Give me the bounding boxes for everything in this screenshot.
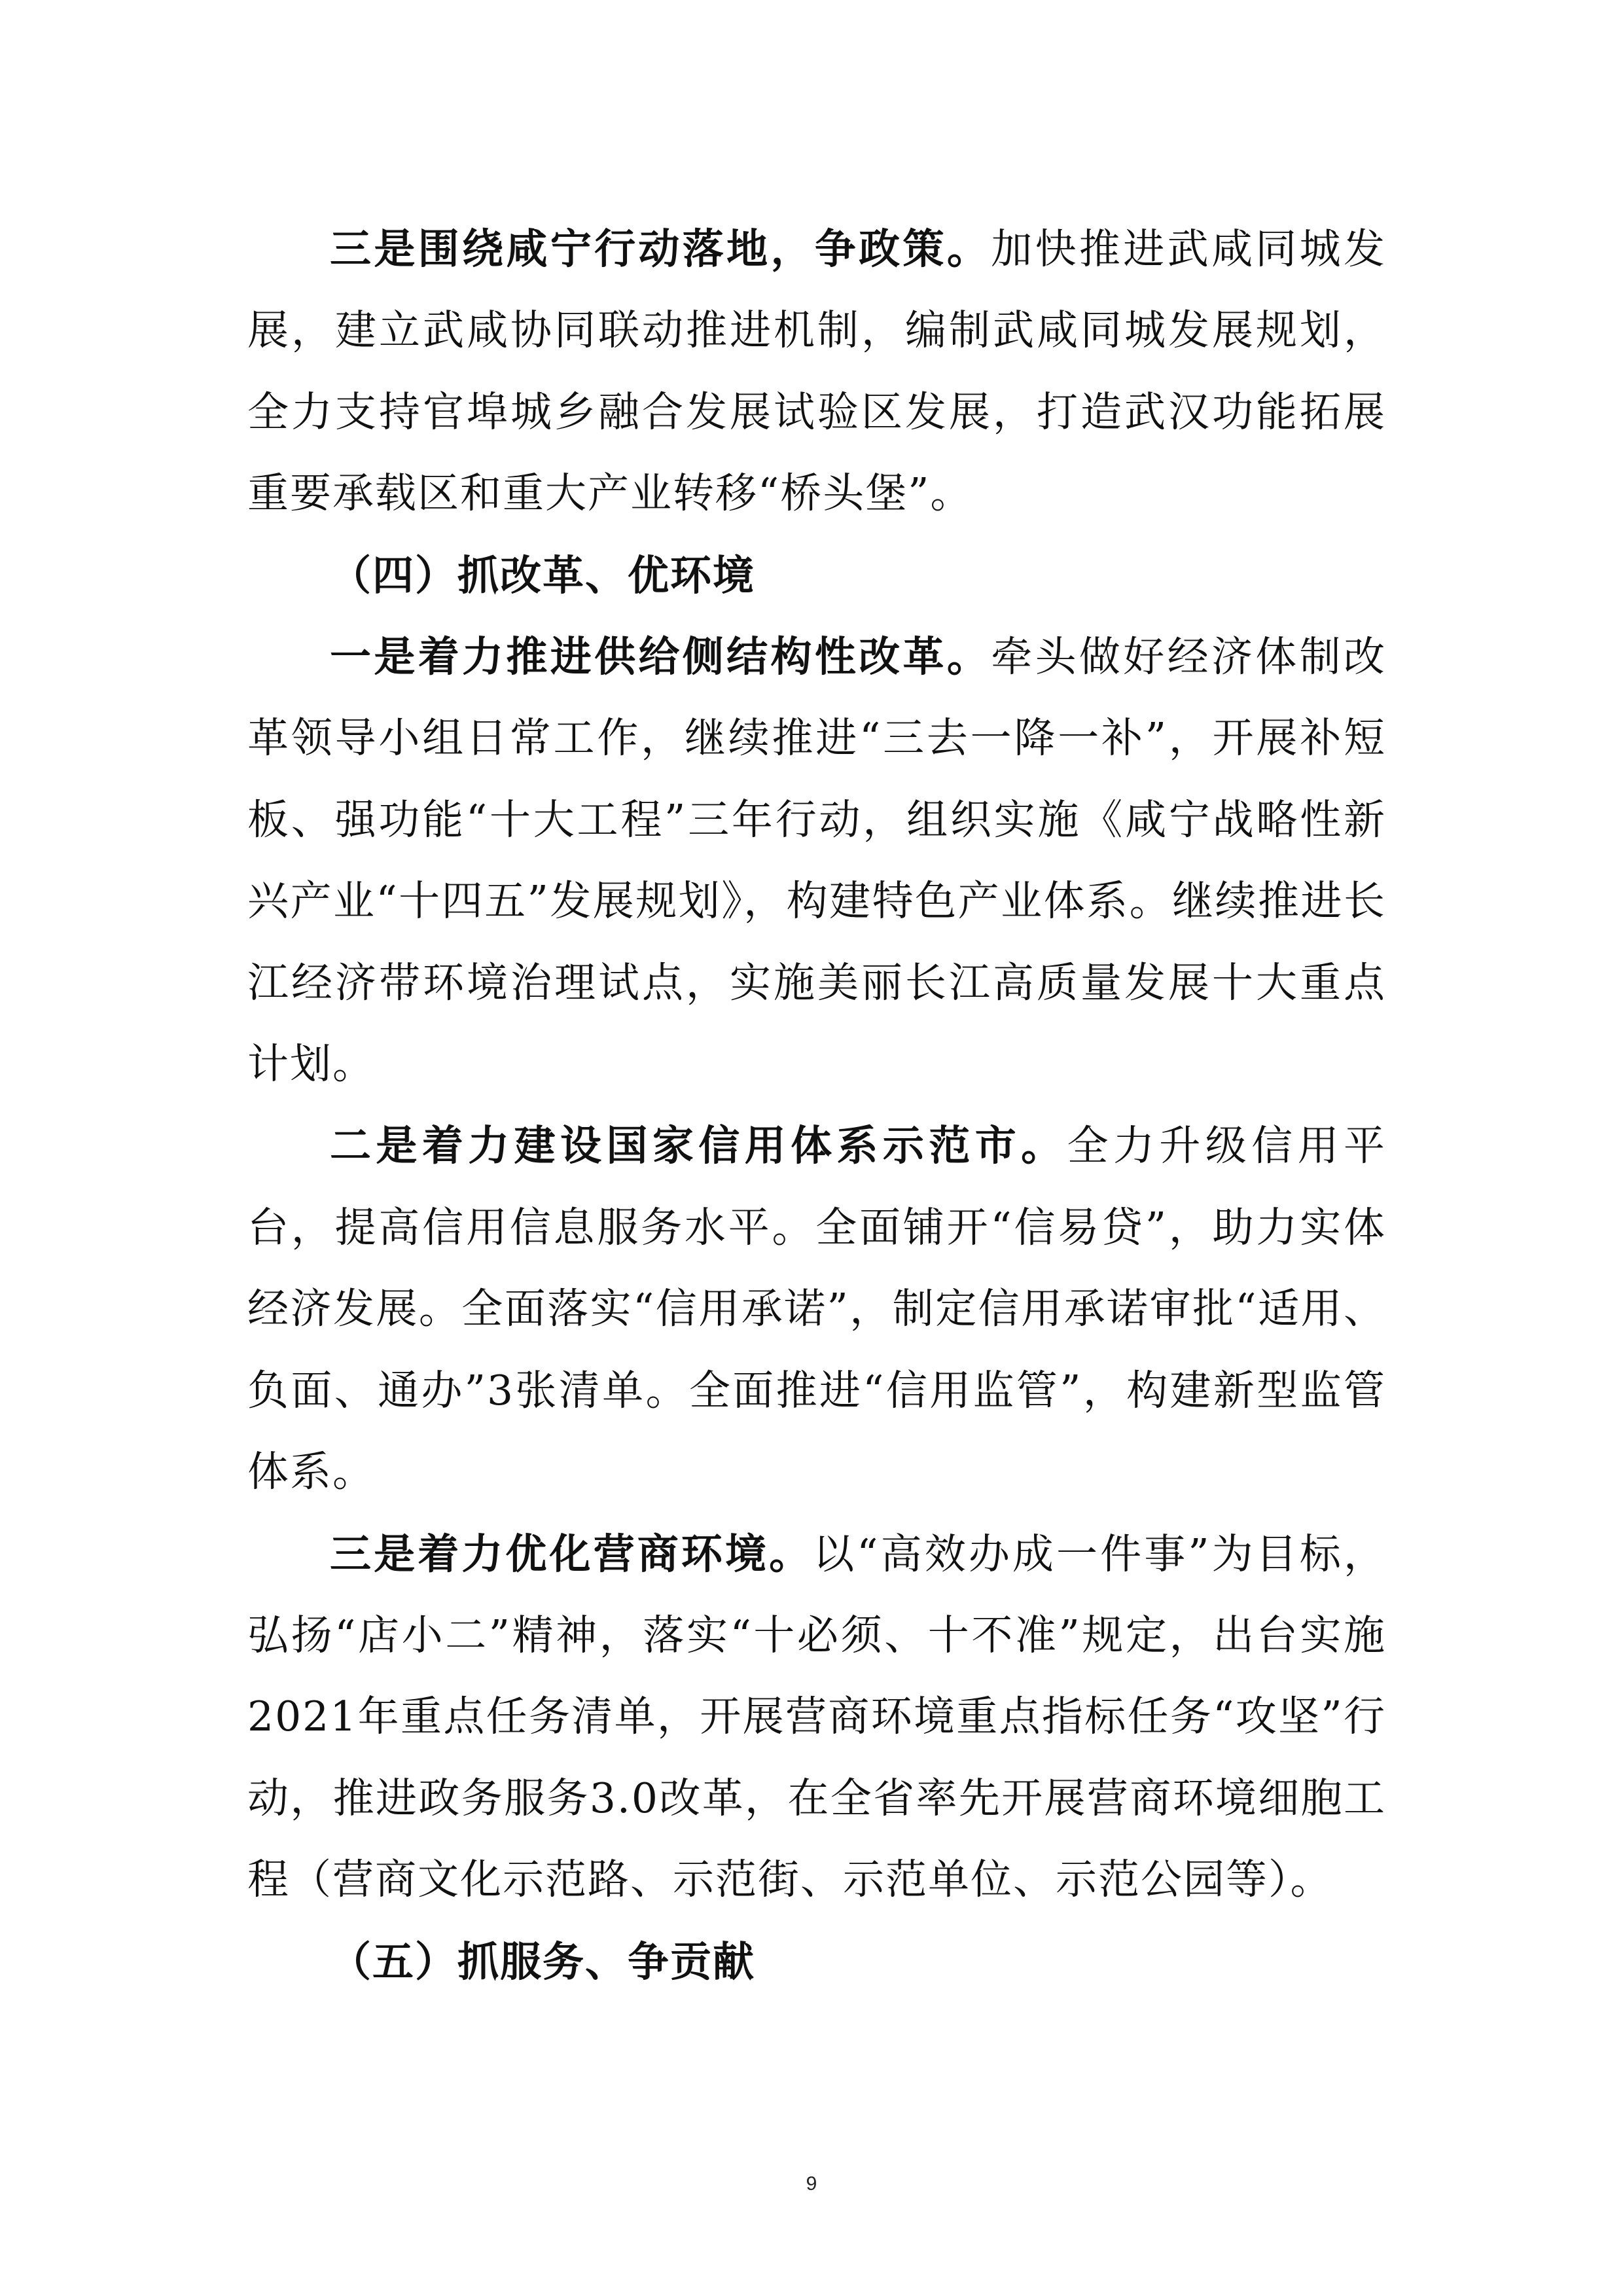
paragraph-body: 全力升级信用平台，提高信用信息服务水平。全面铺开“信易贷”，助力实体经济发展。全面落实“信用承诺”，制定信用承诺审批“适用、负面、通办”3张清单。全面推进“信用监管”，构建新型监管体系。 [247,1122,1387,1496]
section-heading-reform: （四）抓改革、优环境 [330,550,755,600]
paragraph-lead: 一是着力推进供给侧结构性改革。 [330,632,991,681]
paragraph-body: 以“高效办成一件事”为目标，弘扬“店小二”精神，落实“十必须、十不准”规定，出台实施2021年重点任务清单，开展营商环境重点指标任务“攻坚”行动，推进政务服务3.0改革，在全省率先开展营商环境细胞工程（营商文化示范路、示范街、示范单位、示范公园等）。 [247,1530,1386,1904]
document-body [247,208,1386,2002]
paragraph-body: 牵头做好经济体制改革领导小组日常工作，继续推进“三去一降一补”，开展补短板、强功能“十大工程”三年行动，组织实施《咸宁战略性新兴产业“十四五”发展规划》，构建特色产业体系。继续推进长江经济带环境治理试点，实施美丽长江高质量发展十大重点计划。 [247,633,1387,1088]
paragraph-xianning-policy [247,208,1386,535]
page-number: 9 [806,2173,817,2195]
paragraph-lead: 三是围绕咸宁行动落地，争政策。 [330,224,991,273]
paragraph-supply-side-reform [247,616,1386,1105]
paragraph-business-environment [247,1513,1386,1921]
paragraph-credit-system [247,1105,1386,1513]
section-heading-service: （五）抓服务、争贡献 [330,1937,755,1986]
paragraph-lead: 三是着力优化营商环境。 [330,1529,813,1578]
paragraph-lead: 二是着力建设国家信用体系示范市。 [330,1121,1067,1170]
paragraph-body: 加快推进武咸同城发展，建立武咸协同联动推进机制，编制武咸同城发展规划，全力支持官埠城乡融合发展试验区发展，打造武汉功能拓展重要承载区和重大产业转移“桥头堡”。 [247,225,1387,518]
